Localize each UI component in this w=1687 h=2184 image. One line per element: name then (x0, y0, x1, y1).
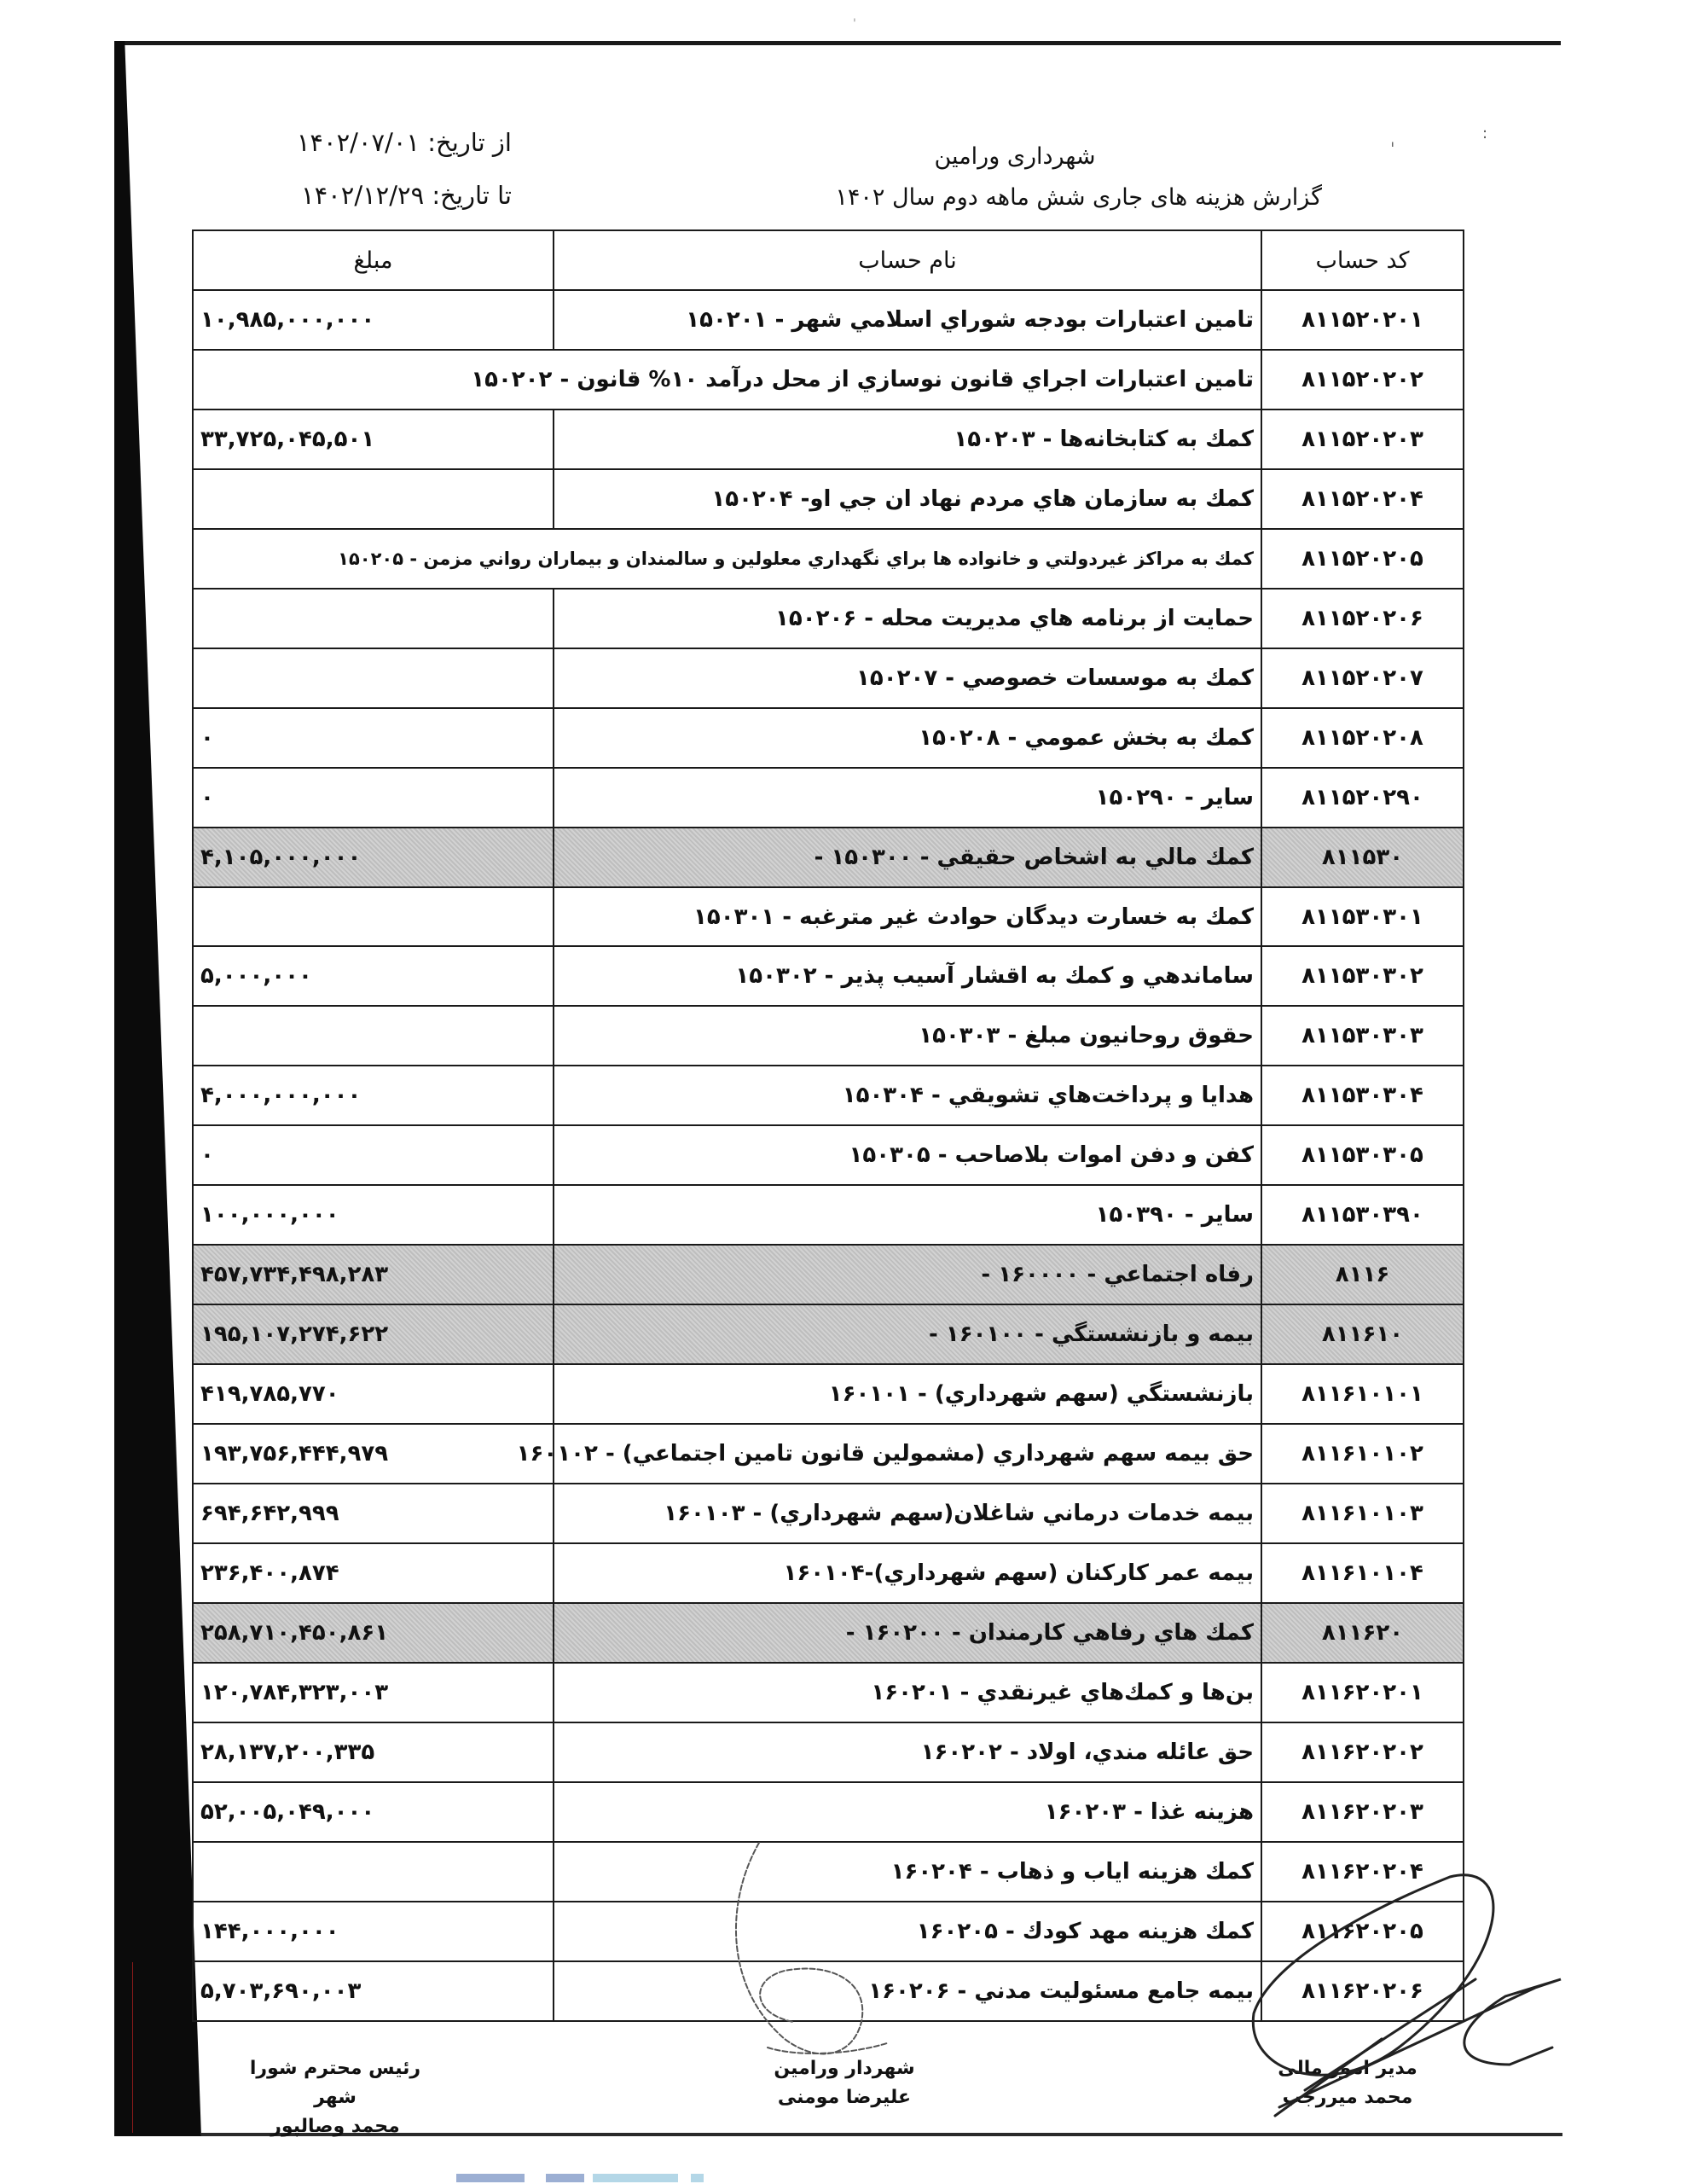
signature-block-mayor (772, 2054, 917, 2112)
table-row-summary (193, 1245, 1464, 1304)
account-code: ۸۱۱۵۳۰۳۰۱ (1261, 887, 1464, 947)
table-row-summary (193, 1304, 1464, 1364)
amount: ۵,۷۰۳,۶۹۰,۰۰۳ (193, 1961, 554, 2021)
signature-name: محمد میررجب (1282, 2087, 1413, 2108)
amount: ۲۵۸,۷۱۰,۴۵۰,۸۶۱ (193, 1603, 554, 1663)
account-name: كمك به مراكز غيردولتي و خانواده ها براي نگهداري معلولين و سالمندان و بيماران رواني مزمن - ۱۵۰۲۰۵ (193, 529, 1261, 589)
table-row (193, 1006, 1464, 1066)
table-row (193, 1364, 1464, 1424)
amount: ۳۳,۷۲۵,۰۴۵,۵۰۱ (193, 410, 554, 469)
table-row (193, 946, 1464, 1006)
account-code: ۸۱۱۵۲۰۲۰۱ (1261, 290, 1464, 350)
account-code: ۸۱۱۵۲۰۲۰۶ (1261, 589, 1464, 648)
account-code: ۸۱۱۵۳۰۳۹۰ (1261, 1185, 1464, 1245)
table-row (193, 1484, 1464, 1543)
account-code: ۸۱۱۵۲۰۲۰۸ (1261, 708, 1464, 768)
account-code: ۸۱۱۵۲۰۲۰۵ (1261, 529, 1464, 589)
signature-title: مدیر امور مالی (1278, 2058, 1417, 2079)
account-name: بن‌ها و كمك‌هاي غيرنقدي - ۱۶۰۲۰۱ (554, 1663, 1261, 1722)
table-header-row (193, 230, 1464, 290)
column-header-name: نام حساب (554, 230, 1261, 290)
scan-speck: : (1482, 125, 1488, 142)
amount (193, 1006, 554, 1066)
table-row (193, 1663, 1464, 1722)
account-code: ۸۱۱۶۱۰ (1261, 1304, 1464, 1364)
account-code: ۸۱۱۵۳۰۳۰۵ (1261, 1125, 1464, 1185)
amount: ۵,۰۰۰,۰۰۰ (193, 946, 554, 1006)
amount: ۰ (193, 1125, 554, 1185)
expense-report-table (192, 229, 1464, 2022)
scan-dark-edge (114, 41, 201, 2136)
table-row (193, 708, 1464, 768)
account-code: ۸۱۱۶۲۰۲۰۳ (1261, 1782, 1464, 1842)
account-name: كمك هزينه اياب و ذهاب - ۱۶۰۲۰۴ (554, 1842, 1261, 1902)
account-code: ۸۱۱۵۲۰۲۰۲ (1261, 350, 1464, 410)
to-date: تا تاریخ: ۱۴۰۲/۱۲/۲۹ (301, 181, 512, 210)
account-name: ساير - ۱۵۰۲۹۰ (554, 768, 1261, 828)
scan-mark (691, 2174, 704, 2182)
signature-title: رئیس محترم شورا شهر (249, 2058, 421, 2108)
amount: ۵۲,۰۰۵,۰۴۹,۰۰۰ (193, 1782, 554, 1842)
signature-name: محمد وصالپور (270, 2116, 400, 2137)
account-code: ۸۱۱۶ (1261, 1245, 1464, 1304)
account-name: رفاه اجتماعي - ۱۶۰۰۰۰ - (554, 1245, 1261, 1304)
amount: ۶۹۴,۶۴۲,۹۹۹ (193, 1484, 554, 1543)
account-name: حق بيمه سهم شهرداري (مشمولين قانون تامين اجتماعي) - ۱۶۰۱۰۲ (554, 1424, 1261, 1484)
amount: ۱۰,۹۸۵,۰۰۰,۰۰۰ (193, 290, 554, 350)
amount: ۴,۱۰۵,۰۰۰,۰۰۰ (193, 828, 554, 887)
from-date: از تاریخ: ۱۴۰۲/۰۷/۰۱ (296, 128, 512, 157)
scan-mark (593, 2174, 678, 2182)
account-code: ۸۱۱۵۲۰۲۹۰ (1261, 768, 1464, 828)
signature-block-finance-manager (1262, 2054, 1433, 2112)
amount: ۰ (193, 768, 554, 828)
scan-mark (546, 2174, 584, 2182)
table-row (193, 589, 1464, 648)
amount (193, 469, 554, 529)
amount (193, 589, 554, 648)
account-name: كمك هزينه مهد كودك - ۱۶۰۲۰۵ (554, 1902, 1261, 1961)
amount: ۰ (193, 708, 554, 768)
account-name: كمك به خسارت ديدگان حوادث غير مترغبه - ۱۵۰۳۰۱ (554, 887, 1261, 947)
account-name: كمك به سازمان هاي مردم نهاد ان جي او- ۱۵۰۲۰۴ (554, 469, 1261, 529)
account-code: ۸۱۱۶۲۰۲۰۵ (1261, 1902, 1464, 1961)
table-row (193, 1842, 1464, 1902)
scan-mark (456, 2174, 525, 2182)
account-name: بيمه جامع مسئوليت مدني - ۱۶۰۲۰۶ (554, 1961, 1261, 2021)
column-header-code: کد حساب (1261, 230, 1464, 290)
account-code: ۸۱۱۶۲۰۲۰۱ (1261, 1663, 1464, 1722)
account-code: ۸۱۱۶۱۰۱۰۳ (1261, 1484, 1464, 1543)
table-row (193, 1185, 1464, 1245)
org-name: شهرداری ورامین (934, 143, 1096, 170)
scan-red-line (132, 1962, 133, 2133)
table-row (193, 1543, 1464, 1603)
account-code: ۸۱۱۶۲۰۲۰۲ (1261, 1722, 1464, 1782)
amount (193, 1842, 554, 1902)
account-name: بيمه خدمات درماني شاغلان(سهم شهرداري) - ۱۶۰۱۰۳ (554, 1484, 1261, 1543)
scan-speck: ' (853, 17, 856, 31)
table-row (193, 1066, 1464, 1125)
account-code: ۸۱۱۵۳۰ (1261, 828, 1464, 887)
amount: ۴۱۹,۷۸۵,۷۷۰ (193, 1364, 554, 1424)
signature-block-council-head (229, 2054, 442, 2141)
account-name: حق عائله مندي، اولاد - ۱۶۰۲۰۲ (554, 1722, 1261, 1782)
account-name: تامين اعتبارات بودجه شوراي اسلامي شهر - ۱۵۰۲۰۱ (554, 290, 1261, 350)
account-code: ۸۱۱۶۱۰۱۰۴ (1261, 1543, 1464, 1603)
table-row (193, 1424, 1464, 1484)
account-code: ۸۱۱۵۳۰۳۰۳ (1261, 1006, 1464, 1066)
account-name: ساماندهي و كمك به اقشار آسيب پذير - ۱۵۰۳۰۲ (554, 946, 1261, 1006)
account-code: ۸۱۱۶۱۰۱۰۲ (1261, 1424, 1464, 1484)
amount: ۱۰۰,۰۰۰,۰۰۰ (193, 1185, 554, 1245)
table-row (193, 1125, 1464, 1185)
bottom-scan-marks (456, 2174, 704, 2182)
amount: ۱۴۴,۰۰۰,۰۰۰ (193, 1902, 554, 1961)
table-row (193, 1902, 1464, 1961)
account-name: بيمه و بازنشستگي - ۱۶۰۱۰۰ - (554, 1304, 1261, 1364)
account-name: كفن و دفن اموات بلاصاحب - ۱۵۰۳۰۵ (554, 1125, 1261, 1185)
amount (193, 887, 554, 947)
table-row (193, 410, 1464, 469)
table-row (193, 469, 1464, 529)
account-name: كمك به موسسات خصوصي - ۱۵۰۲۰۷ (554, 648, 1261, 708)
table-row (193, 529, 1464, 589)
amount: ۴,۰۰۰,۰۰۰,۰۰۰ (193, 1066, 554, 1125)
amount: ۲۸,۱۳۷,۲۰۰,۳۳۵ (193, 1722, 554, 1782)
scan-speck: ˌ (1390, 128, 1395, 148)
account-name: حقوق روحانيون مبلغ - ۱۵۰۳۰۳ (554, 1006, 1261, 1066)
account-code: ۸۱۱۵۳۰۳۰۴ (1261, 1066, 1464, 1125)
account-name: تامين اعتبارات اجراي قانون نوسازي از محل درآمد ۱۰% قانون - ۱۵۰۲۰۲ (193, 350, 1261, 410)
account-name: كمك به بخش عمومي - ۱۵۰۲۰۸ (554, 708, 1261, 768)
amount: ۱۹۵,۱۰۷,۲۷۴,۶۲۲ (193, 1304, 554, 1364)
table-row (193, 1782, 1464, 1842)
account-name: بازنشستگي (سهم شهرداري) - ۱۶۰۱۰۱ (554, 1364, 1261, 1424)
account-name: بيمه عمر كاركنان (سهم شهرداري)-۱۶۰۱۰۴ (554, 1543, 1261, 1603)
amount: ۴۵۷,۷۳۴,۴۹۸,۲۸۳ (193, 1245, 554, 1304)
account-name: ساير - ۱۵۰۳۹۰ (554, 1185, 1261, 1245)
account-name: هزينه غذا - ۱۶۰۲۰۳ (554, 1782, 1261, 1842)
signature-title: شهردار ورامین (774, 2058, 915, 2079)
account-code: ۸۱۱۶۲۰ (1261, 1603, 1464, 1663)
account-code: ۸۱۱۶۲۰۲۰۶ (1261, 1961, 1464, 2021)
table-row (193, 290, 1464, 350)
table-row (193, 1961, 1464, 2021)
account-name: كمك مالي به اشخاص حقيقي - ۱۵۰۳۰۰ - (554, 828, 1261, 887)
account-code: ۸۱۱۵۲۰۲۰۴ (1261, 469, 1464, 529)
table-row (193, 1722, 1464, 1782)
account-code: ۸۱۱۶۲۰۲۰۴ (1261, 1842, 1464, 1902)
account-name: كمك به كتابخانه‌ها - ۱۵۰۲۰۳ (554, 410, 1261, 469)
account-name: حمايت از برنامه هاي مديريت محله - ۱۵۰۲۰۶ (554, 589, 1261, 648)
column-header-amount: مبلغ (193, 230, 554, 290)
signature-name: علیرضا مومنی (777, 2087, 912, 2108)
table-row (193, 648, 1464, 708)
amount (193, 648, 554, 708)
table-row-summary (193, 1603, 1464, 1663)
account-code: ۸۱۱۶۱۰۱۰۱ (1261, 1364, 1464, 1424)
table-row (193, 768, 1464, 828)
page-frame-top-border (118, 41, 1561, 45)
account-name: كمك هاي رفاهي كارمندان - ۱۶۰۲۰۰ - (554, 1603, 1261, 1663)
table-row-summary (193, 828, 1464, 887)
account-code: ۸۱۱۵۲۰۲۰۷ (1261, 648, 1464, 708)
account-code: ۸۱۱۵۲۰۲۰۳ (1261, 410, 1464, 469)
table-row (193, 350, 1464, 410)
account-code: ۸۱۱۵۳۰۳۰۲ (1261, 946, 1464, 1006)
report-title: گزارش هزینه های جاری شش ماهه دوم سال ۱۴۰۲ (835, 184, 1322, 211)
account-name: هدايا و پرداخت‌هاي تشويقي - ۱۵۰۳۰۴ (554, 1066, 1261, 1125)
amount: ۲۳۶,۴۰۰,۸۷۴ (193, 1543, 554, 1603)
table-body (193, 290, 1464, 2021)
amount: ۱۹۳,۷۵۶,۴۴۴,۹۷۹ (193, 1424, 554, 1484)
amount: ۱۲۰,۷۸۴,۳۲۳,۰۰۳ (193, 1663, 554, 1722)
table-row (193, 887, 1464, 947)
